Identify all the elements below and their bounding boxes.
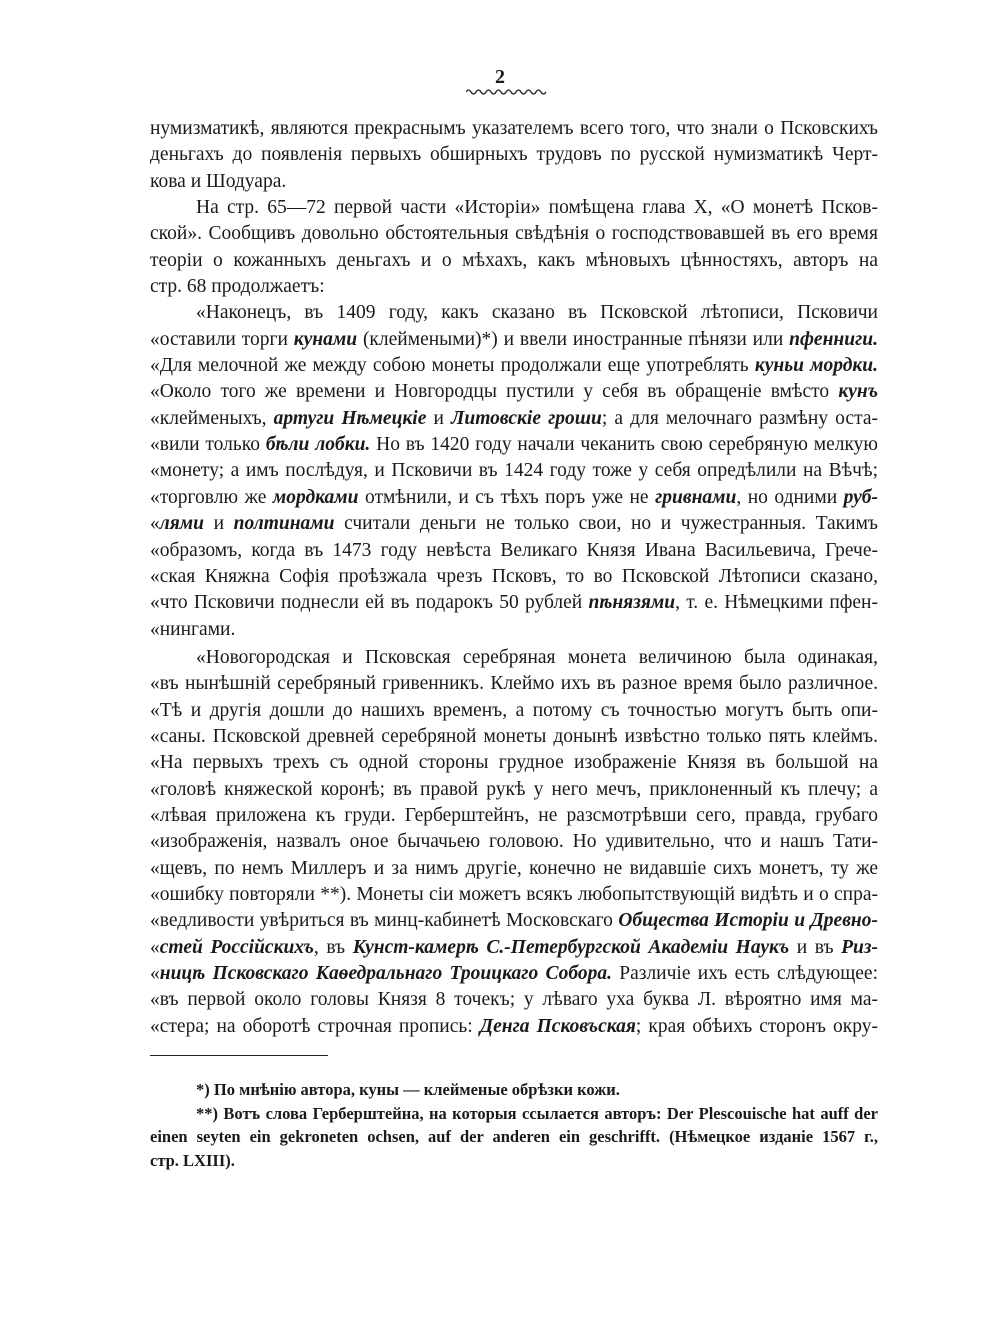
text-line (150, 698, 878, 724)
italic-text: Кунст-камерѣ С.-Петербургской Академіи Наукъ (352, 936, 790, 958)
text-segment: «Для мелочной же между собою монеты продолжали еще употреблять (150, 355, 755, 377)
text-line (150, 590, 878, 616)
italic-text: Риз- (841, 936, 878, 958)
text-segment: На стр. 65—72 первой части «Исторіи» помѣщена глава X, «О монетѣ Псков- (196, 197, 878, 219)
italic-text: кунъ (838, 381, 878, 403)
text-line (150, 750, 878, 776)
text-segment: «въ нынѣшній серебряный гривенникъ. Клеймо ихъ въ разное время было различное. (150, 673, 878, 695)
text-segment: «На первыхъ трехъ съ одной стороны грудное изображеніе Князя въ большой на (150, 752, 878, 774)
text-segment: «въ первой около головы Князя 8 точекъ; у лѣваго уха буква Л. вѣроятно имя ма- (150, 989, 878, 1011)
italic-text: гривнами (655, 486, 737, 508)
text-segment: « (150, 513, 160, 535)
text-line (150, 221, 878, 247)
footnote-line (150, 1102, 878, 1126)
text-line (150, 458, 878, 484)
text-line (150, 169, 878, 195)
text-segment: ; а для мелочнаго размѣну оста- (601, 407, 878, 429)
text-line (150, 538, 878, 564)
text-segment: «головѣ княжеской коронѣ; въ правой рукѣ у него мечъ, приклоненный къ плечу; а (150, 778, 878, 800)
text-line (150, 829, 878, 855)
italic-text: стей Россійскихъ (159, 936, 314, 958)
text-segment: « (150, 936, 160, 958)
text-line (150, 671, 878, 697)
text-line (150, 803, 878, 829)
text-segment: «нингами. (150, 618, 236, 640)
text-segment: « (150, 963, 160, 984)
text-segment: «Наконецъ, въ 1409 году, какъ сказано въ Псковской лѣтописи, Псковичи (196, 302, 878, 324)
italic-text: лями (159, 513, 205, 535)
text-segment: **) Вотъ слова Герберштейна, на которыя ссылается авторъ: Der Plescouische hat auff der (196, 1103, 878, 1123)
main-text (150, 116, 878, 1040)
text-segment: стр. LXIII). (150, 1150, 235, 1170)
text-segment: «ошибку повторяли **). Монеты сіи можетъ всякъ любопытствующій видѣть и о спра- (150, 883, 878, 905)
italic-text: пфенниги. (789, 328, 878, 350)
text-segment: стр. 68 продолжаетъ: (150, 276, 325, 298)
text-segment: теоріи о кожанныхъ деньгахъ и о мѣхахъ, какъ мѣновыхъ цѣнностяхъ, авторъ на (150, 249, 878, 271)
text-line (150, 856, 878, 882)
text-segment: , въ (313, 936, 353, 958)
text-line (150, 1014, 878, 1040)
footnote-line (150, 1149, 878, 1173)
text-segment: «щевъ, по немъ Миллеръ и за нимъ другіе, конечно не видавшіе сихъ монетъ, ту же (150, 857, 878, 879)
text-segment: отмѣнили, и съ тѣхъ поръ уже не (358, 486, 656, 508)
footnote-line (150, 1125, 878, 1149)
text-segment: «стера; на оборотѣ строчная пропись: (150, 1015, 480, 1037)
italic-text: Общества Исторіи и Древно- (618, 910, 878, 932)
text-segment: Но въ 1420 году начали чеканить свою серебряную мелкую (370, 434, 878, 456)
text-line (150, 274, 878, 300)
text-segment: *) По мнѣнію автора, куны — клейменые обрѣзки кожи. (196, 1080, 620, 1099)
text-line (150, 300, 878, 326)
text-segment: «саны. Псковской древней серебряной монеты донынѣ извѣстно только пять клеймъ. (150, 725, 878, 747)
text-line (150, 511, 878, 537)
text-segment: «Новогородская и Псковская серебряная монета величиною была одинакая, (196, 646, 878, 668)
text-segment: einen seyten ein gekroneten ochsen, auf der anderen ein geschrifft. (Нѣмецкое изданіе 1567 г., (150, 1127, 878, 1146)
text-segment: «ведливости увѣриться въ минц-кабинетѣ Московскаго (150, 910, 619, 932)
italic-text: полтинами (233, 513, 335, 535)
text-line (150, 485, 878, 511)
text-line (150, 432, 878, 458)
footnotes (150, 1078, 878, 1172)
text-segment: кова и Шодуара. (150, 170, 287, 192)
text-segment: «Тѣ и другія дошли до нашихъ временъ, а потому съ точностью могутъ быть опи- (150, 699, 878, 721)
text-segment: считали деньги не только свои, но и чужестранныя. Такимъ (334, 513, 878, 535)
text-line (150, 353, 878, 379)
text-line (150, 248, 878, 274)
text-segment: нумизматикѣ, являются прекраснымъ указателемъ всего того, что знали о Псковскихъ (150, 118, 878, 139)
text-segment: и (426, 407, 452, 429)
text-segment: «торговлю же (150, 486, 273, 508)
text-line (150, 645, 878, 671)
footnote-separator (150, 1055, 328, 1056)
text-line (150, 142, 878, 168)
text-line (150, 935, 878, 961)
text-segment: «вили только (150, 434, 266, 456)
text-segment: «клейменыхъ, (150, 407, 274, 429)
text-line (150, 724, 878, 750)
text-segment: «изображенія, назвалъ оное бычачьею головою. Но удивительно, что и нашъ Тати- (150, 831, 878, 853)
text-segment: , т. е. Нѣмецкими пфен- (675, 592, 878, 614)
text-line (150, 327, 878, 353)
text-line (150, 564, 878, 590)
italic-text: артуги Нѣмецкіе (273, 407, 427, 429)
italic-text: куньи мордки. (754, 355, 878, 377)
italic-text: бѣли лобки. (265, 434, 371, 456)
text-line (150, 195, 878, 221)
text-line (150, 617, 878, 643)
text-segment: и (204, 513, 234, 535)
wavy-ornament (466, 88, 550, 98)
text-line (150, 908, 878, 934)
text-line (150, 961, 878, 987)
italic-text: ницѣ Псковскаго Каѳедральнаго Троицкаго Собора. (159, 963, 612, 984)
text-line (150, 987, 878, 1013)
text-segment: (клеймеными)*) и ввели иностранные пѣнязи или (357, 328, 790, 350)
text-segment: ; края обѣихъ сторонъ окру- (635, 1015, 878, 1037)
text-segment: и въ (789, 936, 842, 958)
text-line (150, 882, 878, 908)
italic-text: мордками (272, 486, 359, 508)
text-line (150, 379, 878, 405)
text-segment: «монету; а имъ послѣдуя, и Псковичи въ 1424 году тоже у себя опредѣлили на Вѣчѣ; (150, 460, 878, 482)
text-segment: «Около того же времени и Новгородцы пустили у себя въ обращеніе вмѣсто (150, 381, 839, 403)
text-segment: «оставили торги (150, 328, 294, 350)
italic-text: кунами (293, 328, 358, 350)
text-segment: деньгахъ до появленія первыхъ обширныхъ трудовъ по русской нумизматикѣ Черт- (150, 144, 878, 166)
italic-text: пѣнязями (588, 592, 676, 614)
text-segment: «лѣвая приложена къ груди. Герберштейнъ, не разсмотрѣвши сего, правда, грубаго (150, 804, 878, 826)
text-line (150, 777, 878, 803)
text-segment: «ская Княжна Софія проѣзжала чрезъ Псковъ, то во Псковской Лѣтописи сказано, (150, 565, 878, 587)
text-line (150, 116, 878, 142)
text-segment: , но одними (736, 486, 844, 508)
text-line (150, 406, 878, 432)
text-segment: «образомъ, когда въ 1473 году невѣста Великаго Князя Ивана Васильевича, Грече- (150, 539, 878, 561)
text-segment: Различіе ихъ есть слѣдующее: (611, 963, 878, 984)
italic-text: Денга Псковъская (479, 1015, 636, 1037)
italic-text: Литовскіе гроши (451, 407, 602, 429)
footnote-line (150, 1078, 878, 1102)
italic-text: руб- (843, 486, 878, 508)
text-segment: «что Псковичи поднесли ей въ подарокъ 50 рублей (150, 592, 589, 614)
page-number: 2 (495, 66, 505, 88)
text-segment: ской». Сообщивъ довольно обстоятельныя свѣдѣнія о господствовавшей въ его время (150, 223, 878, 245)
